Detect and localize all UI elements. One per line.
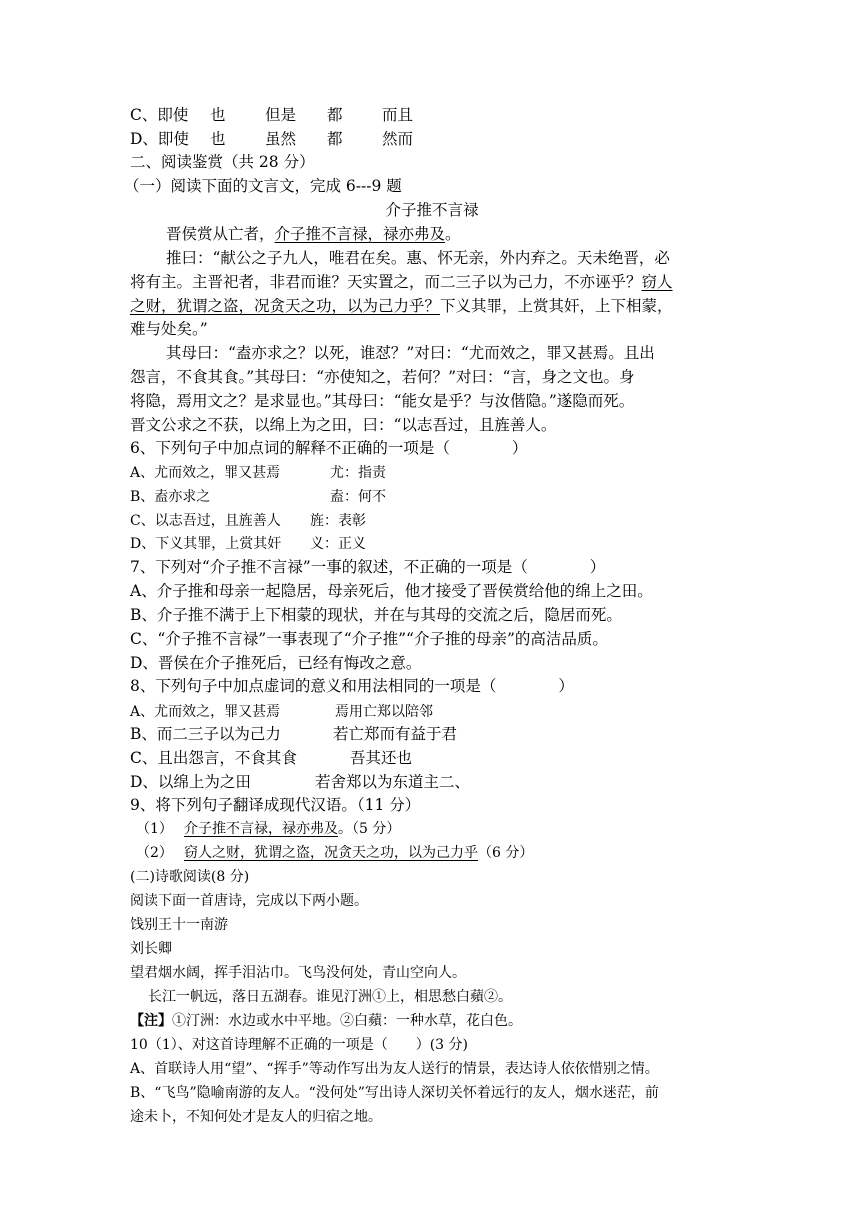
underlined-sentence: 窃人 [641,273,673,291]
passage-para-1: 晋侯赏从亡者，介子推不言禄，禄亦弗及。 [166,225,461,243]
section-heading: 二、阅读鉴赏（共 28 分） [130,153,315,171]
passage-line: 晋文公求之不获，以绵上为之田，曰：“以志吾过，且旌善人。 [130,416,557,434]
question-8-option: D、以绵上为之田 若舍郑以为东道主二、 [130,773,471,791]
passage-line: 怨言，不食其食。”其母曰：“亦使知之，若何？”对曰：“言，身之文也。身 [130,368,635,386]
poem-line-1: 望君烟水阔，挥手泪沾巾。飞鸟没何处，青山空向人。 [130,965,466,981]
underlined-sentence: 介子推不言禄，禄亦弗及 [184,821,338,837]
poem-title: 饯别王十一南游 [130,917,228,933]
poem-note: 【注】①汀洲：水边或水中平地。②白蘋：一种水草，花白色。 [130,1013,522,1029]
question-9-item: （1） 介子推不言禄，禄亦弗及。（5 分） [136,821,401,837]
question-8-option: B、而二三子以为己力 若亡郑而有益于君 [130,725,458,743]
question-6-option: D、下义其罪，上赏其奸 义：正义 [130,536,366,552]
question-6-option: A、尤而效之，罪又甚焉 尤：指责 [130,465,386,481]
passage-line: 将有主。主晋祀者，非君而谁？天实置之，而二三子以为己力，不亦诬乎？窃人 [130,273,673,291]
question-7-option: D、晋侯在介子推死后，已经有悔改之意。 [130,654,422,672]
question-7-option: A、介子推和母亲一起隐居，母亲死后，他才接受了晋侯赏给他的绵上之田。 [130,582,653,600]
question-10-option: B、“飞鸟”隐喻南游的友人。“没何处”写出诗人深切关怀着远行的友人，烟水迷茫，前 [130,1085,659,1101]
question-7-option: C、“介子推不言禄”一事表现了“介子推”“介子推的母亲”的高洁品质。 [130,630,608,648]
question-9-item: （2） 窃人之财，犹谓之盗，况贪天之功，以为己力乎（6 分） [136,845,534,861]
passage-line: 推曰：“献公之子九人，唯君在矣。惠、怀无亲，外内弃之。天未绝晋，必 [166,249,670,267]
underlined-sentence: 窃人之财，犹谓之盗，况贪天之功，以为己力乎 [184,845,478,861]
question-7-option: B、介子推不满于上下相蒙的现状，并在与其母的交流之后，隐居而死。 [130,606,622,624]
question-7-stem: 7、下列对“介子推不言禄”一事的叙述，不正确的一项是（ ） [130,558,606,576]
question-8-option: C、且出怨言，不食其食 吾其还也 [130,749,413,767]
part2-heading: (二)诗歌阅读(8 分) [130,869,250,885]
passage-title: 介子推不言禄 [385,201,479,219]
part1-instruction: （一）阅读下面的文言文，完成 6---9 题 [124,177,402,195]
question-6-option: C、以志吾过，且旌善人 旌：表彰 [130,513,366,529]
underlined-sentence: 之财，犹谓之盗，况贪天之功，以为己力乎？ [130,297,441,315]
question-8-stem: 8、下列句子中加点虚词的意义和用法相同的一项是（ ） [130,677,574,695]
question-10-option: 途未卜，不知何处才是友人的归宿之地。 [130,1109,382,1125]
passage-line: 之财，犹谓之盗，况贪天之功，以为己力乎？下义其罪，上赏其奸，上下相蒙， [130,297,673,315]
option-c-row: C、即使 也 但是 都 而且 [130,106,414,124]
poem-line-2: 长江一帆远，落日五湖春。谁见汀洲①上，相思愁白蘋②。 [148,989,512,1005]
passage-line: 其母曰：“盍亦求之？以死，谁怼？”对曰：“尤而效之，罪又甚焉。且出 [166,344,655,362]
question-10-stem: 10（1）、对这首诗理解不正确的一项是（ ）(3 分) [130,1037,469,1053]
underlined-sentence: 介子推不言禄，禄亦弗及 [274,225,446,243]
part2-instruction: 阅读下面一首唐诗，完成以下两小题。 [130,893,368,909]
poem-author: 刘长卿 [130,941,172,957]
question-9-stem: 9、将下列句子翻译成现代汉语。（11 分） [130,796,421,814]
question-8-option: A、尤而效之，罪又甚焉 焉用亡郑以陪邻 [130,704,433,720]
option-d-row: D、即使 也 虽然 都 然而 [130,130,414,148]
question-6-stem: 6、下列句子中加点词的解释不正确的一项是（ ） [130,439,528,457]
question-10-option: A、首联诗人用“望”、“挥手”等动作写出为友人送行的情景，表达诗人依依惜别之情。 [130,1061,659,1077]
passage-line: 将隐，焉用文之？是求显也。”其母曰：“能女是乎？与汝偕隐。”遂隐而死。 [130,392,635,410]
question-6-option: B、盍亦求之 盍：何不 [130,489,386,505]
passage-line: 难与处矣。” [130,320,208,338]
